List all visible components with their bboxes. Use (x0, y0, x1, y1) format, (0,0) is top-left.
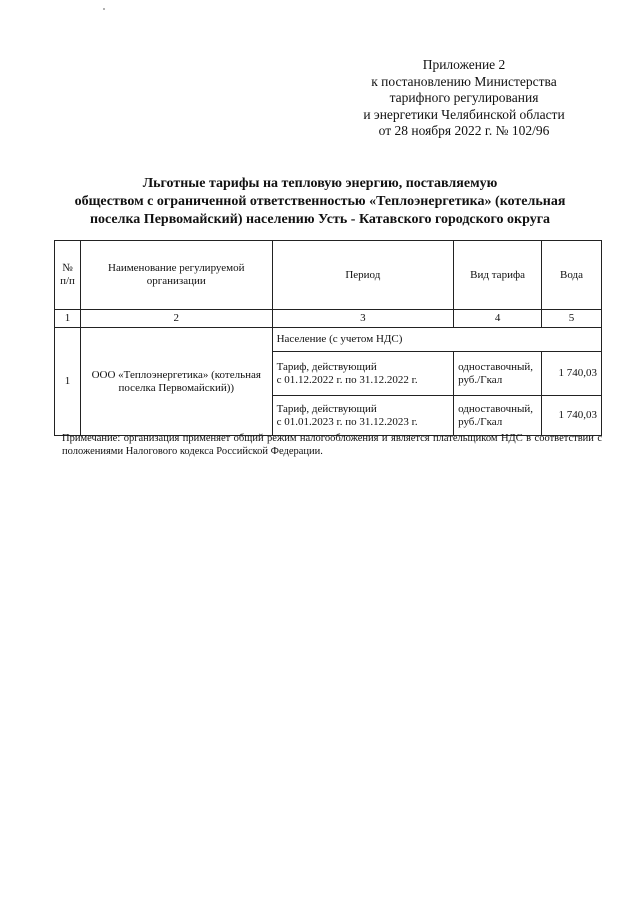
footnote: Примечание: организация применяет общий режим налогообложения и является плательщиком НДС в соответствии с положениями Налогового кодекса Российской Федерации. (62, 433, 602, 457)
row-org: ООО «Теплоэнергетика» (котельная поселка Первомайский)) (80, 328, 272, 436)
tariff-period (272, 352, 454, 396)
column-number: 4 (454, 310, 542, 328)
annex-header (340, 57, 588, 140)
annex-line: от 28 ноября 2022 г. № 102/96 (378, 123, 550, 138)
header-org: Наименование регулируемой организации (80, 241, 272, 310)
tariff-type-line: одноставочный, (458, 402, 534, 415)
tariff-period-line: Тариф, действующий (276, 402, 377, 415)
annex-line: Приложение 2 (422, 57, 506, 72)
header-water: Вода (542, 241, 602, 310)
tariff-type (454, 396, 542, 436)
column-number-row (55, 310, 602, 328)
scan-speck (103, 8, 105, 10)
column-number: 1 (55, 310, 81, 328)
tariff-type-line: одноставочный, (458, 360, 534, 373)
annex-line: и энергетики Челябинской области (363, 106, 565, 122)
table-header-row (55, 241, 602, 310)
title-line: обществом с ограниченной ответственностью «Теплоэнергетика» (котельная (74, 194, 566, 209)
tariff-period-line: с 01.12.2022 г. по 31.12.2022 г. (276, 373, 418, 386)
tariff-value: 1 740,03 (542, 352, 602, 396)
header-period: Период (272, 241, 454, 310)
title-line: поселка Первомайский) населению Усть - Катавского городского округа (89, 212, 551, 227)
tariff-type-line: руб./Гкал (458, 373, 503, 386)
column-number: 3 (272, 310, 454, 328)
tariff-period-line: Тариф, действующий (276, 360, 377, 373)
tariff-table (54, 240, 602, 436)
column-number: 2 (80, 310, 272, 328)
tariff-type (454, 352, 542, 396)
tariff-value: 1 740,03 (542, 396, 602, 436)
row-num: 1 (55, 328, 81, 436)
document-title (40, 175, 600, 229)
header-num: № п/п (55, 241, 81, 310)
column-number: 5 (542, 310, 602, 328)
table-row (55, 328, 602, 352)
consumer-group: Население (с учетом НДС) (272, 328, 601, 352)
title-line: Льготные тарифы на тепловую энергию, поставляемую (142, 176, 498, 191)
header-type: Вид тарифа (454, 241, 542, 310)
tariff-period (272, 396, 454, 436)
annex-line: тарифного регулирования (389, 90, 539, 105)
tariff-type-line: руб./Гкал (458, 415, 503, 428)
tariff-period-line: с 01.01.2023 г. по 31.12.2023 г. (276, 415, 418, 428)
annex-line: к постановлению Министерства (371, 73, 557, 89)
